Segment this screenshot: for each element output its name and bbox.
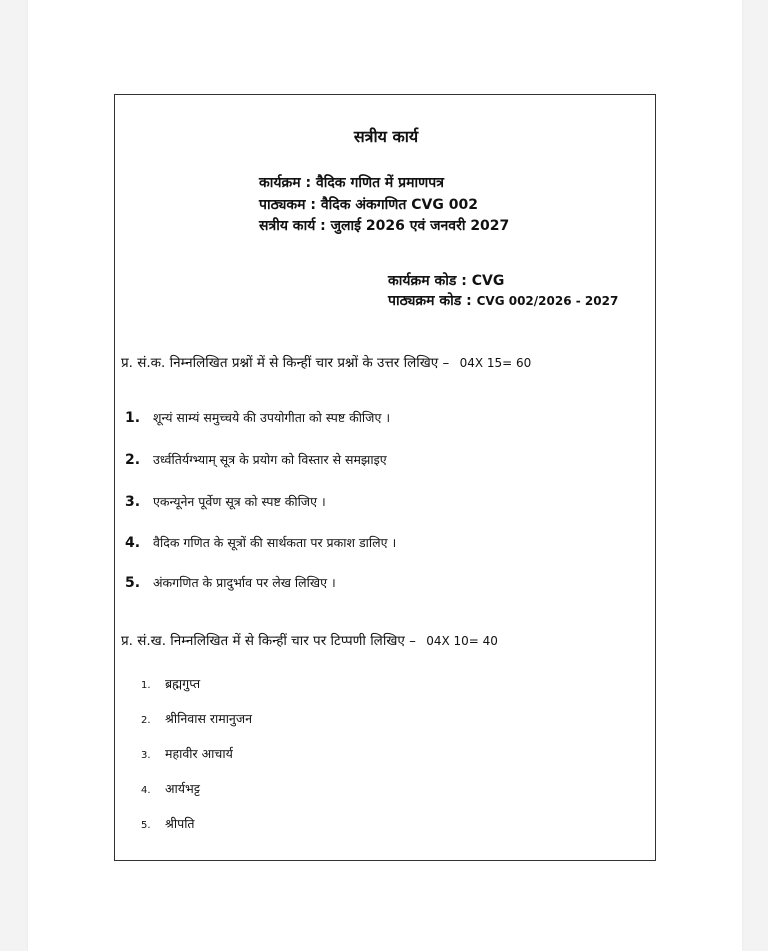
topic-1	[141, 675, 200, 692]
assignment-frame	[114, 94, 656, 861]
topic-4	[141, 780, 200, 797]
topic-3	[141, 745, 233, 762]
question-text: एकन्यूनेन पूर्वेण सूत्र को स्पष्ट कीजिए ।	[153, 494, 326, 509]
programme-code-label: कार्यक्रम कोड :	[388, 273, 467, 289]
assignment-heading: सत्रीय कार्य	[353, 127, 419, 146]
question-number: 5.	[125, 575, 141, 591]
question-text: अंकगणित के प्रादुर्भाव पर लेख लिखिए ।	[153, 575, 336, 590]
question-number: 1.	[125, 410, 141, 426]
course-code-label: पाठ्यक्रम कोड :	[388, 293, 472, 309]
topic-text: महावीर आचार्य	[165, 746, 233, 761]
topic-text: श्रीपति	[165, 816, 195, 831]
topic-5	[141, 815, 195, 832]
topic-text: ब्रह्मगुप्त	[165, 676, 201, 691]
section-b-text: प्र. सं.ख. निम्नलिखित में से किन्हीं चार पर टिप्पणी लिखिए –	[121, 633, 416, 649]
topic-text: श्रीनिवास रामानुजन	[165, 711, 253, 726]
question-1	[125, 409, 390, 426]
course-code-line	[388, 291, 618, 310]
topic-2	[141, 710, 252, 727]
course-line: पाठ्यकम : वैदिक अंकगणित CVG 002	[259, 197, 478, 213]
topic-number: 5.	[141, 820, 151, 831]
section-a-instruction	[121, 353, 531, 371]
topic-text: आर्यभट्ट	[165, 781, 200, 796]
question-2	[125, 451, 387, 468]
topic-number: 3.	[141, 750, 151, 761]
section-b-instruction	[121, 631, 498, 649]
programme-line: कार्यक्रम : वैदिक गणित में प्रमाणपत्र	[259, 175, 444, 191]
question-text: शून्यं साम्यं समुच्चये की उपयोगीता को स्पष्ट कीजिए ।	[153, 410, 391, 425]
topic-number: 2.	[141, 715, 151, 726]
question-text: वैदिक गणित के सूत्रों की सार्थकता पर प्रकाश डालिए ।	[153, 535, 397, 550]
programme-code-line	[388, 271, 504, 290]
topic-number: 1.	[141, 680, 151, 691]
course-code-value: CVG 002/2026 - 2027	[476, 294, 619, 308]
question-5	[125, 574, 336, 591]
section-b-marks: 04X 10= 40	[426, 634, 498, 648]
topic-number: 4.	[141, 785, 151, 796]
question-number: 4.	[125, 535, 141, 551]
question-3	[125, 493, 326, 510]
assignment-period-line: सत्रीय कार्य : जुलाई 2026 एवं जनवरी 2027	[259, 218, 510, 234]
question-text: उर्ध्वतिर्यग्भ्याम् सूत्र के प्रयोग को विस्तार से समझाइए	[153, 452, 387, 467]
section-a-marks: 04X 15= 60	[459, 356, 532, 370]
section-a-text: प्र. सं.क. निम्नलिखित प्रश्नों में से किन्हीं चार प्रश्नों के उत्तर लिखिए –	[121, 355, 450, 371]
question-number: 3.	[125, 494, 141, 510]
programme-code-value: CVG	[471, 273, 505, 289]
question-4	[125, 534, 396, 551]
question-number: 2.	[125, 452, 141, 468]
document-page	[28, 0, 742, 951]
